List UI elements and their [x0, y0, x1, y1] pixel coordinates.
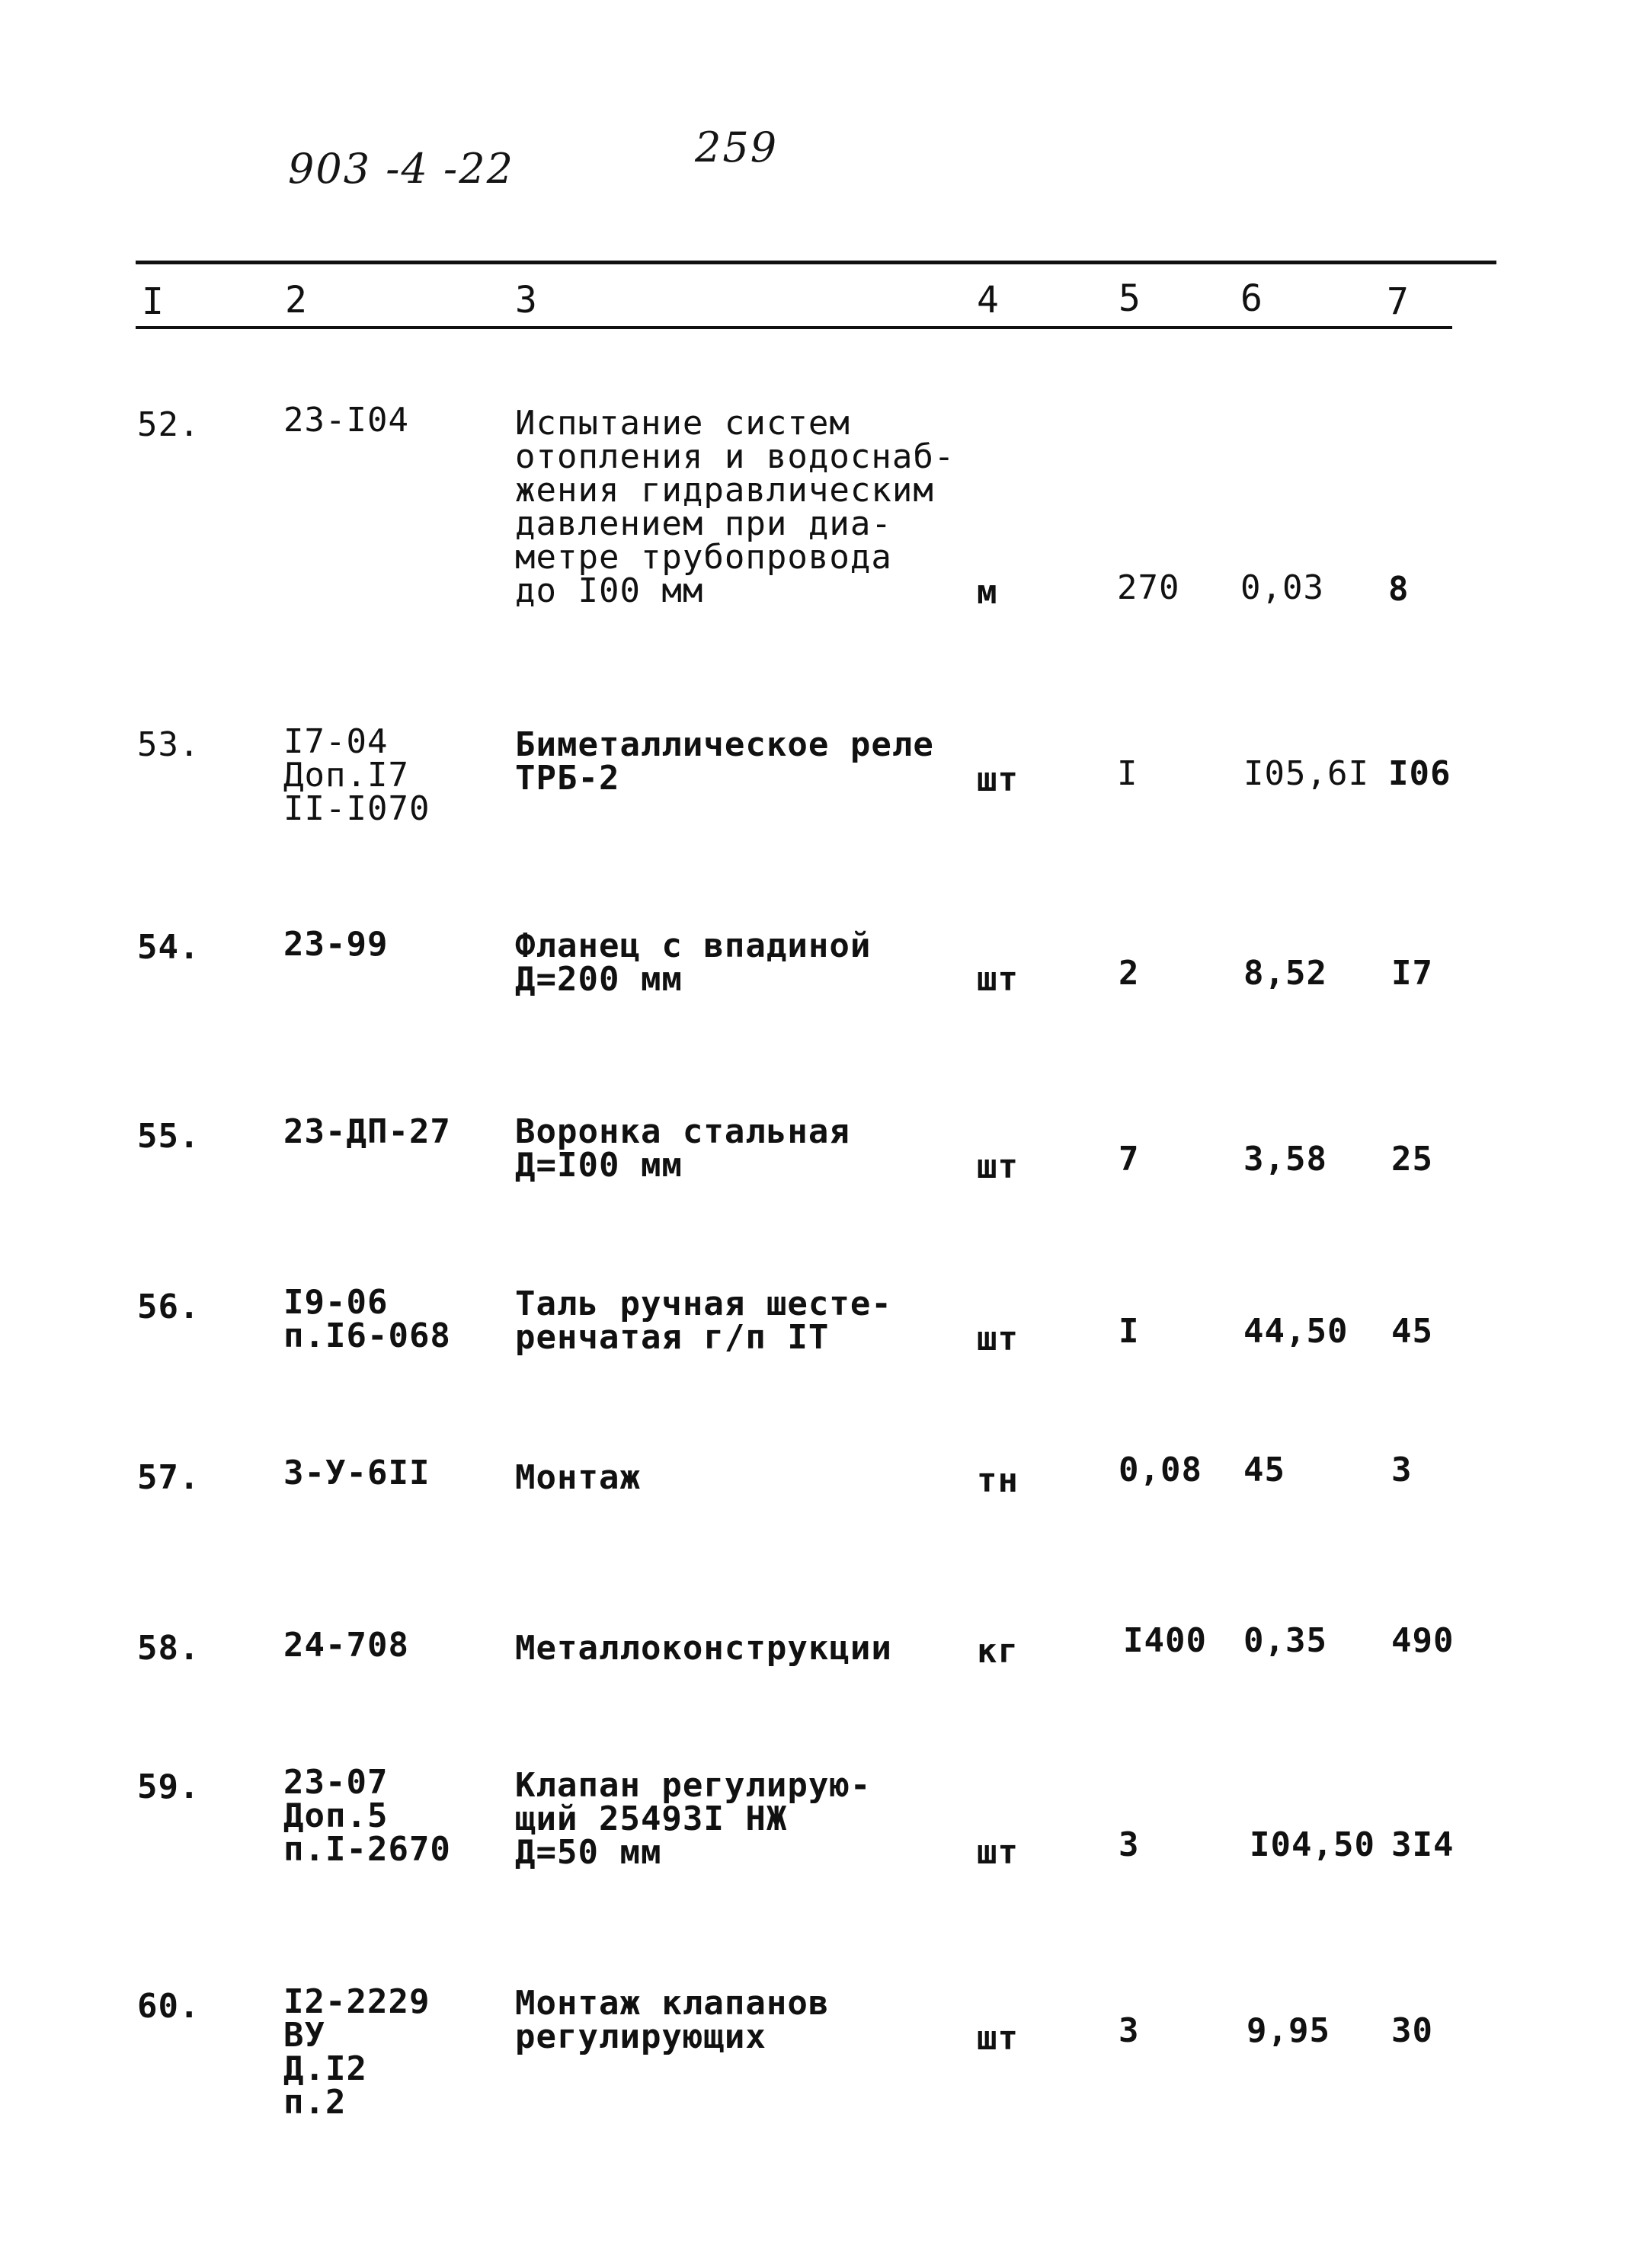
row-code: 23-ДП-27	[283, 1112, 451, 1151]
row-total: 45	[1391, 1312, 1433, 1351]
row-price: 3,58	[1243, 1140, 1327, 1179]
row-price: 45	[1243, 1451, 1285, 1489]
row-quantity: 3	[1119, 2011, 1140, 2050]
column-header-1: I	[142, 280, 165, 323]
row-number: 60.	[137, 1987, 200, 2026]
row-unit: шт	[977, 1320, 1019, 1358]
row-unit: шт	[977, 2019, 1019, 2058]
row-total: 3I4	[1391, 1825, 1455, 1864]
row-quantity: 0,08	[1119, 1451, 1202, 1489]
column-header-7: 7	[1387, 280, 1410, 323]
column-header-2: 2	[285, 279, 308, 321]
row-total: I7	[1391, 954, 1433, 993]
row-quantity: 2	[1119, 954, 1140, 993]
row-description: Монтаж клапанов регулирующих	[515, 1984, 830, 2056]
row-quantity: 270	[1117, 568, 1180, 607]
header-bottom-rule	[136, 326, 1452, 329]
row-unit: тн	[977, 1461, 1019, 1500]
row-description: Монтаж	[515, 1458, 641, 1497]
row-number: 59.	[137, 1767, 200, 1806]
row-unit: шт	[977, 1147, 1019, 1186]
column-header-6: 6	[1240, 277, 1263, 320]
column-header-5: 5	[1119, 277, 1141, 320]
row-description: Фланец с впадиной Д=200 мм	[515, 926, 872, 999]
row-unit: шт	[977, 960, 1019, 999]
row-number: 57.	[137, 1458, 200, 1497]
row-total: 30	[1391, 2011, 1433, 2050]
table-top-rule	[136, 261, 1496, 264]
row-code: 3-У-6II	[283, 1454, 430, 1492]
document-code: 903 -4 -22	[288, 145, 514, 193]
row-total: 8	[1388, 570, 1410, 609]
row-price: 9,95	[1247, 2011, 1330, 2050]
row-unit: шт	[977, 760, 1019, 799]
row-description: Металлоконструкции	[515, 1629, 892, 1668]
row-code: 23-07 Доп.5 п.I-2670	[283, 1763, 451, 1869]
row-code: 23-99	[283, 925, 389, 964]
row-total: 25	[1391, 1140, 1433, 1179]
row-number: 56.	[137, 1288, 200, 1326]
row-code: I9-06 п.I6-068	[283, 1283, 451, 1355]
row-code: 24-708	[283, 1626, 409, 1665]
row-price: I05,6I	[1243, 754, 1369, 793]
page-number: 259	[695, 123, 779, 171]
row-total: I06	[1388, 754, 1451, 793]
row-code: 23-I04	[283, 401, 409, 440]
row-total: 490	[1391, 1621, 1455, 1660]
row-number: 54.	[137, 928, 200, 967]
row-quantity: 7	[1119, 1140, 1140, 1179]
row-price: 44,50	[1243, 1312, 1349, 1351]
row-number: 58.	[137, 1629, 200, 1668]
row-quantity: I	[1117, 754, 1138, 793]
row-number: 53.	[137, 725, 200, 764]
column-header-4: 4	[977, 279, 1000, 321]
row-price: I04,50	[1250, 1825, 1375, 1864]
row-code: I2-2229 ВУ Д.I2 п.2	[283, 1982, 430, 2122]
row-number: 52.	[137, 405, 200, 444]
column-header-3: 3	[515, 279, 538, 321]
row-description: Биметаллическое реле ТРБ-2	[515, 725, 934, 798]
row-unit: кг	[977, 1632, 1019, 1671]
row-unit: шт	[977, 1833, 1019, 1872]
row-quantity: I400	[1123, 1621, 1207, 1660]
row-quantity: I	[1119, 1312, 1140, 1351]
row-price: 0,35	[1243, 1621, 1327, 1660]
row-unit: м	[977, 573, 998, 612]
row-description: Таль ручная шесте- ренчатая г/п IT	[515, 1284, 892, 1357]
row-description: Клапан регулирую- щий 25493I НЖ Д=50 мм	[515, 1766, 872, 1872]
row-description: Испытание систем отопления и водоснаб- жения гидравлическим давлением при диа- метре трубопровода до I00 мм	[515, 404, 955, 610]
row-price: 8,52	[1243, 954, 1327, 993]
row-total: 3	[1391, 1451, 1413, 1489]
row-quantity: 3	[1119, 1825, 1140, 1864]
row-price: 0,03	[1240, 568, 1324, 607]
row-number: 55.	[137, 1117, 200, 1156]
row-description: Воронка стальная Д=I00 мм	[515, 1112, 850, 1185]
row-code: I7-04 Доп.I7 II-I070	[283, 722, 430, 828]
